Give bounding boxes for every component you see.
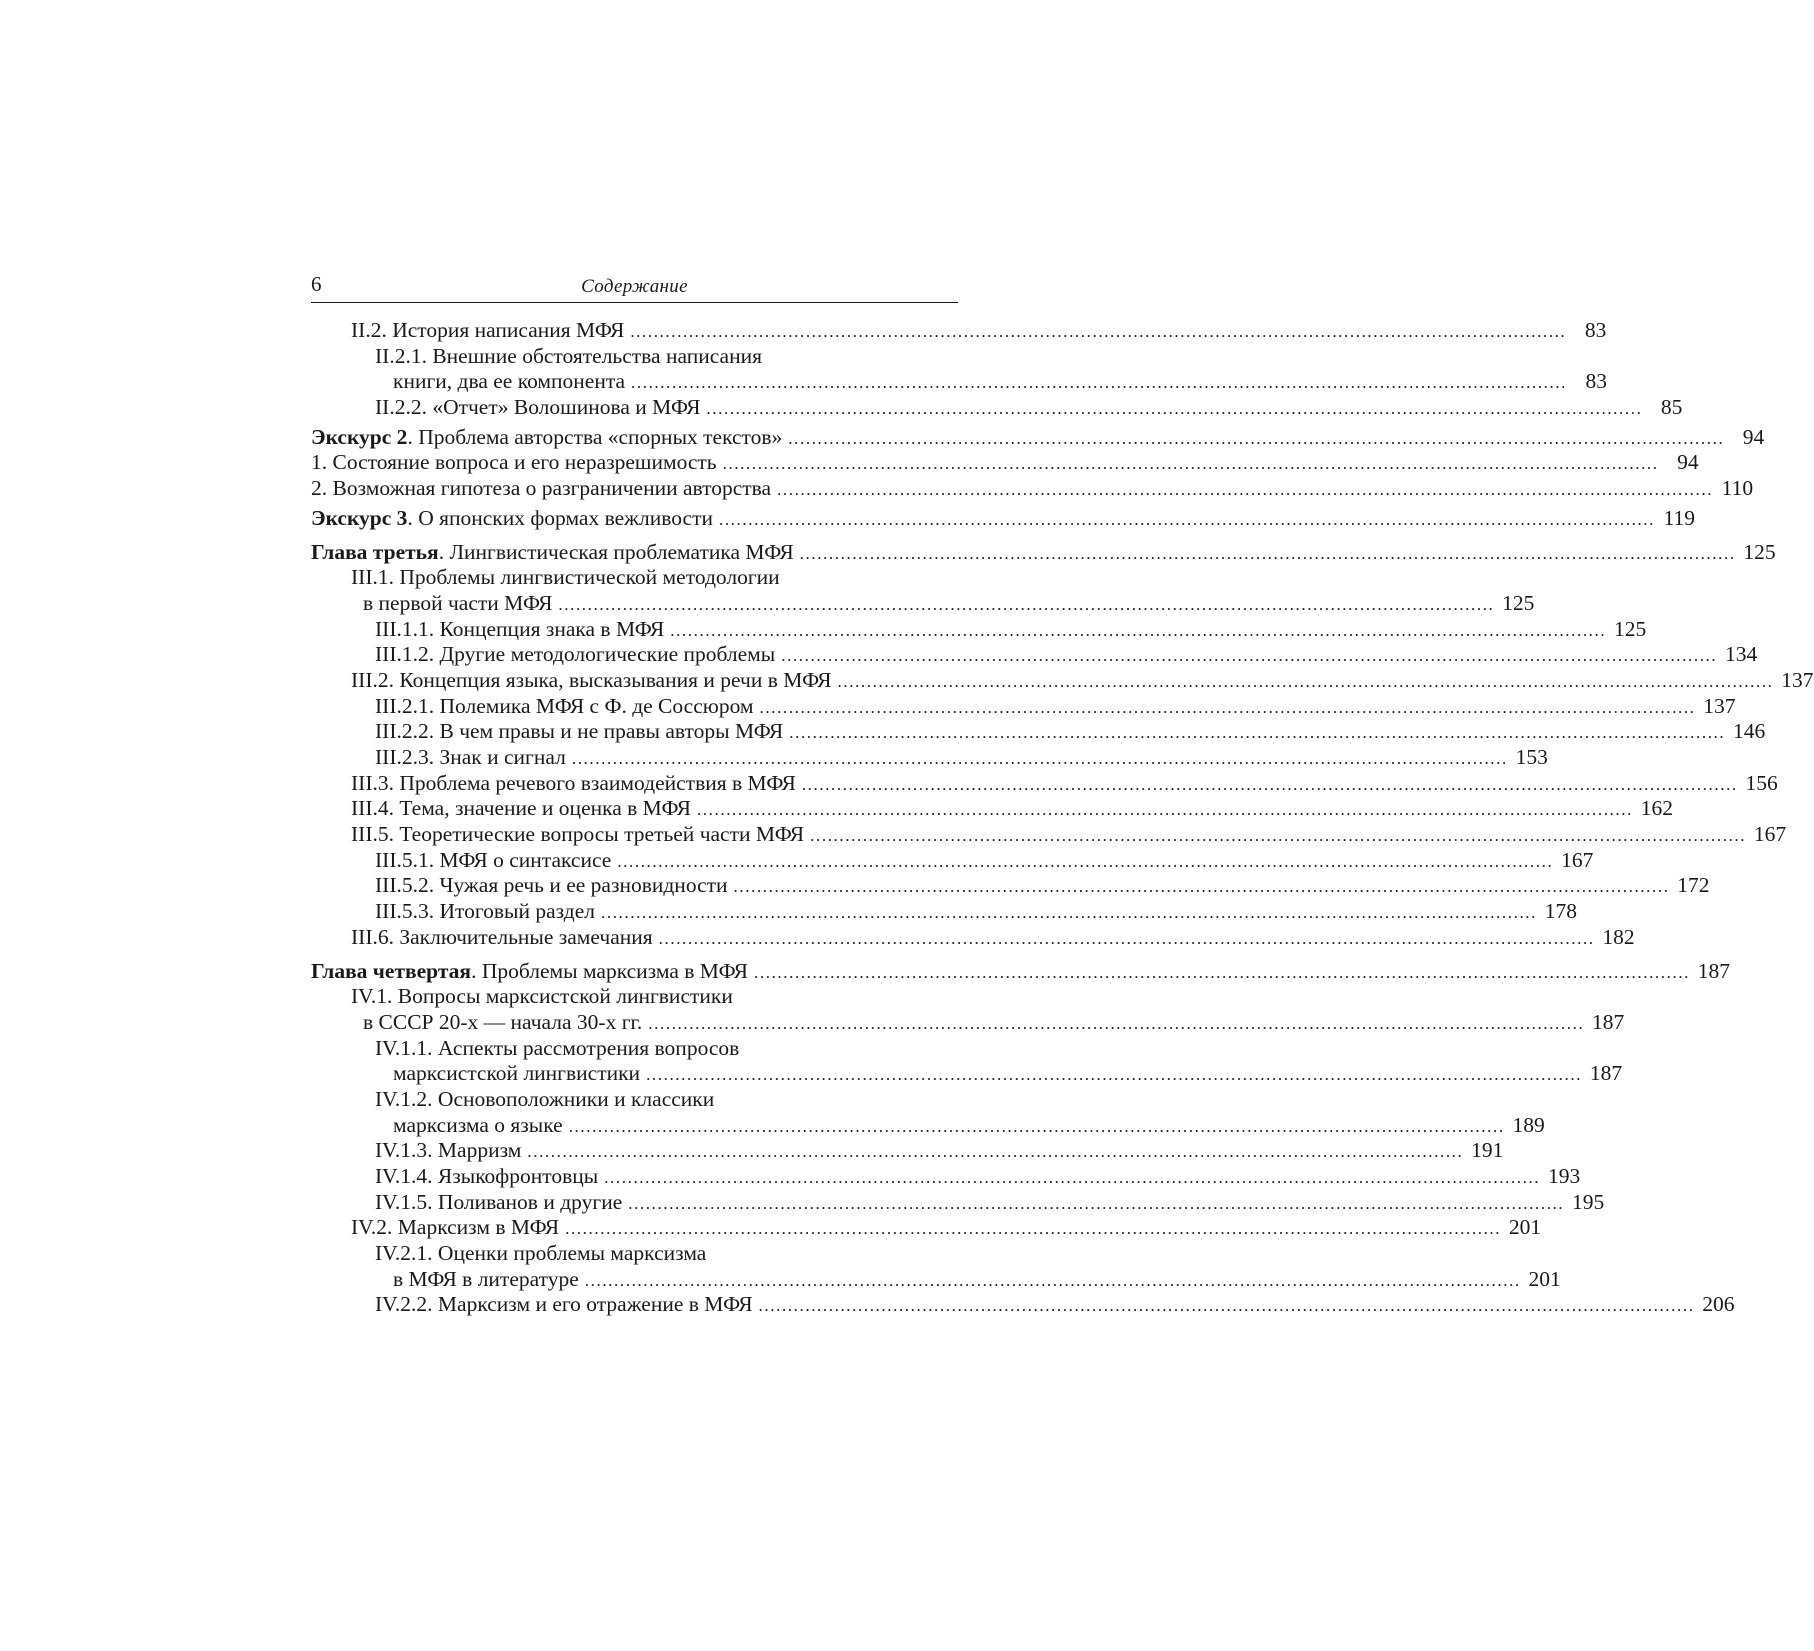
toc-page-number: 137 [1703,693,1736,718]
toc-entry-title [393,1267,579,1293]
toc-page-number: 125 [1743,539,1776,564]
toc-entry [311,590,1535,617]
toc-entry [311,369,1608,395]
toc-entry-title [375,1138,521,1164]
toc-entry-title [375,873,728,899]
toc-entry [311,1164,1581,1190]
toc-entry-text: III.2.3. Знак и сигнал [375,745,566,769]
toc-entry-text: марксизма о языке [393,1112,563,1137]
toc-page-number: 167 [1753,822,1787,847]
dot-leader: ................................................................................................................................................................ [631,373,1568,393]
toc-entry-text: IV.2.1. Оценки проблемы марксизма [375,1241,707,1266]
dot-leader: ................................................................................................................................................................ [571,749,1508,768]
toc-entry-text: IV.2. Марксизм в МФЯ [351,1215,560,1240]
dot-leader: ................................................................................................................................................................ [527,1142,1464,1162]
toc-entry-heading: Глава четвертая [311,958,472,983]
toc-page-number: 83 [1585,369,1608,394]
dot-leader: ................................................................................................................................................................ [706,399,1643,419]
toc-entry [311,1112,1545,1139]
dot-leader: ................................................................................................................................................................ [810,826,1747,846]
toc-entry-heading: Глава третья [311,539,439,564]
toc-entry-text: 2. Возможная гипотеза о разграничении авторства [311,476,772,501]
toc-entry-title [375,694,754,720]
toc-entry-title [311,450,717,476]
toc-entry-text: III.1.1. Концепция знака в МФЯ [375,616,665,641]
toc-entry-title [311,476,771,502]
toc-entry [311,1061,1623,1087]
toc-entry-text: IV.1.5. Поливанов и другие [375,1189,623,1214]
toc-entry [311,344,958,370]
toc-entry-title [375,395,700,421]
toc-entry [311,395,1683,421]
dot-leader: ................................................................................................................................................................ [628,1193,1565,1213]
toc-entry-title [351,668,832,694]
toc-entry-text: III.1.2. Другие методологические проблемы [375,642,776,667]
toc-page-number: 167 [1561,847,1594,872]
toc-page-number: 206 [1702,1292,1735,1317]
dot-leader: ................................................................................................................................................................ [658,928,1595,948]
toc-entry [311,318,1607,344]
toc-entry-text: . Проблемы марксизма в МФЯ [471,958,749,983]
toc-entry [311,1087,958,1113]
toc-entry-title [351,796,691,822]
dot-leader: ................................................................................................................................................................ [670,620,1607,640]
dot-leader: ................................................................................................................................................................ [604,1168,1541,1187]
toc-entry-text: IV.2.2. Марксизм и его отражение в МФЯ [375,1292,753,1317]
toc-entry-text: . Лингвистическая проблематика МФЯ [438,539,794,564]
toc-entry-title [375,745,566,771]
toc-entry [311,1189,1605,1216]
toc-entry [311,450,1699,476]
toc-entry [311,958,1731,985]
toc-entry-text: в первой части МФЯ [363,590,553,615]
toc-page-number: 137 [1781,667,1814,692]
toc-entry [311,1036,958,1062]
toc-page-number: 189 [1512,1112,1545,1137]
dot-leader: ................................................................................................................................................................ [781,646,1718,666]
toc-entry [311,796,1673,822]
toc-entry [311,539,1776,566]
toc-entry-title [375,1190,622,1216]
toc-page-number: 125 [1502,590,1535,615]
dot-leader: ................................................................................................................................................................ [801,774,1738,794]
toc-entry [311,1266,1561,1293]
toc-entry-text: III.4. Тема, значение и оценка в МФЯ [351,796,691,821]
toc-entry-text: книги, два ее компонента [393,369,626,394]
toc-page-number: 146 [1733,719,1766,744]
toc-entry-title [351,925,653,951]
toc-page-number: 187 [1592,1009,1625,1034]
toc-entry-text: IV.1.1. Аспекты рассмотрения вопросов [375,1035,740,1060]
dot-leader: ................................................................................................................................................................ [568,1116,1505,1136]
toc-page-number: 187 [1589,1061,1623,1086]
dot-leader: ................................................................................................................................................................ [617,851,1554,871]
dot-leader: ................................................................................................................................................................ [565,1219,1502,1239]
toc-entry [311,847,1594,874]
toc-page-number: 193 [1547,1164,1581,1188]
toc-entry-text: 1. Состояние вопроса и его неразрешимость [311,450,717,475]
toc-entry [311,984,958,1010]
dot-leader: ................................................................................................................................................................ [646,1065,1583,1085]
toc-entry [311,642,1758,668]
toc-entry [311,565,958,591]
toc-entry-heading: Экскурс 2 [311,424,408,449]
toc-entry-text: IV.1. Вопросы марксистской лингвистики [351,984,733,1009]
toc-page-number: 191 [1471,1138,1504,1163]
toc-entry [311,822,1787,848]
toc-entry-title [351,318,624,344]
toc-page-number: 94 [1742,424,1765,449]
toc-entry-text: II.2.2. «Отчет» Волошинова и МФЯ [375,395,701,420]
toc-entry-title [311,506,713,532]
toc-entry-text: III.3. Проблема речевого взаимодействия в МФЯ [351,770,796,795]
toc-entry [311,1138,1504,1164]
toc-entry-text: IV.1.3. Марризм [375,1138,522,1163]
toc-entry-title [363,1010,642,1036]
toc-entry-text: марксистской лингвистики [393,1061,641,1086]
toc-page-number: 187 [1697,958,1731,983]
page-number: 6 [311,272,322,296]
dot-leader: ................................................................................................................................................................ [758,1296,1695,1316]
toc-page-number: 182 [1602,924,1635,949]
toc-entry-title [363,591,552,617]
toc-entry [311,693,1736,720]
toc-entry-title [393,1113,563,1139]
dot-leader: ................................................................................................................................................................ [789,723,1726,743]
toc-page-number: 162 [1640,796,1673,821]
running-title: Содержание [581,276,688,297]
toc-entry-text: в СССР 20-х — начала 30-х гг. [363,1009,643,1034]
dot-leader: ................................................................................................................................................................ [777,480,1714,500]
toc-entry-title [375,848,611,874]
toc-entry [311,770,1778,797]
toc-entry-text: II.2. История написания МФЯ [351,318,625,342]
toc-entry-title [351,984,733,1008]
toc-entry [311,873,1710,899]
toc-entry-title [311,540,794,566]
toc-entry-text: III.5.1. МФЯ о синтаксисе [375,847,612,872]
dot-leader: ................................................................................................................................................................ [837,671,1774,691]
toc-entry [311,476,1754,502]
toc-entry-title [351,565,780,589]
toc-page-number: 178 [1544,899,1577,924]
toc-entry-title [375,1292,753,1318]
toc-entry-title [375,719,783,745]
dot-leader: ................................................................................................................................................................ [759,697,1696,717]
toc-page-number: 83 [1584,318,1607,342]
toc-page-number: 110 [1721,476,1754,501]
toc-entry-title [375,617,664,643]
toc-entry-text: III.5.2. Чужая речь и ее разновидности [375,873,728,898]
toc-entry-title [393,1061,640,1087]
dot-leader: ................................................................................................................................................................ [799,543,1736,563]
dot-leader: ................................................................................................................................................................ [718,509,1655,529]
dot-leader: ................................................................................................................................................................ [754,962,1691,982]
dot-leader: ................................................................................................................................................................ [733,877,1670,897]
toc-entry-text: III.2.2. В чем правы и не правы авторы МФЯ [375,719,784,744]
toc-entry-text: . О японских формах вежливости [407,505,713,530]
toc-entry-text: III.2.1. Полемика МФЯ с Ф. де Соссюром [375,693,754,718]
toc-entry-text: . Проблема авторства «спорных текстов» [407,424,783,449]
toc-entry-title [375,642,775,668]
toc-page-number: 119 [1663,505,1695,530]
toc-entry-title [351,771,796,797]
toc-entry-text: IV.1.2. Основоположники и классики [375,1086,715,1111]
toc-entry-title [311,425,782,451]
toc-entry [311,1292,1735,1318]
dot-leader: ................................................................................................................................................................ [788,428,1725,448]
table-of-contents [311,318,1814,1318]
toc-page-number: 85 [1660,395,1683,420]
toc-page-number: 172 [1677,873,1710,898]
toc-entry-title [375,899,595,925]
toc-entry-text: III.1. Проблемы лингвистической методологии [351,565,780,590]
toc-entry-title [375,1241,706,1265]
dot-leader: ................................................................................................................................................................ [722,454,1659,474]
toc-entry-title [375,1087,714,1111]
toc-entry [311,667,1814,694]
toc-entry [311,1009,1625,1036]
toc-entry-title [311,959,748,985]
toc-entry-text: III.2. Концепция языка, высказывания и речи в МФЯ [351,667,832,692]
toc-entry-text: II.2.1. Внешние обстоятельства написания [375,343,762,368]
toc-page-number: 156 [1745,770,1778,795]
dot-leader: ................................................................................................................................................................ [601,903,1537,923]
toc-entry [311,1215,1542,1241]
toc-entry-text: в МФЯ в литературе [393,1266,579,1291]
dot-leader: ................................................................................................................................................................ [584,1270,1521,1290]
toc-entry [311,424,1765,451]
dot-leader: ................................................................................................................................................................ [630,322,1567,341]
dot-leader: ................................................................................................................................................................ [558,594,1495,614]
toc-entry [311,1241,958,1267]
toc-entry-title [375,1164,598,1190]
dot-leader: ................................................................................................................................................................ [696,800,1633,820]
toc-page-number: 153 [1515,745,1548,769]
toc-entry [311,505,1695,532]
toc-entry-heading: Экскурс 3 [311,505,408,530]
toc-entry-title [375,344,762,368]
toc-entry-title [393,369,625,395]
toc-page-number: 94 [1677,450,1699,475]
toc-entry-title [375,1036,739,1060]
toc-page-number: 201 [1508,1215,1542,1240]
toc-entry [311,719,1766,745]
toc-entry-text: III.5. Теоретические вопросы третьей части МФЯ [351,822,805,847]
toc-page-number: 134 [1725,642,1758,667]
toc-entry [311,924,1635,951]
page-header [311,272,958,303]
toc-entry [311,899,1577,925]
toc-entry [311,616,1647,643]
dot-leader: ................................................................................................................................................................ [648,1013,1585,1033]
toc-page-number: 125 [1613,616,1647,641]
toc-entry-text: III.6. Заключительные замечания [351,924,653,949]
toc-page-number: 195 [1572,1189,1605,1214]
toc-entry-title [351,822,804,848]
toc-entry [311,745,1548,771]
toc-entry-text: IV.1.4. Языкофронтовцы [375,1164,599,1188]
toc-page-number: 201 [1528,1266,1561,1291]
toc-entry-text: III.5.3. Итоговый раздел [375,899,595,924]
toc-entry-title [351,1215,559,1241]
